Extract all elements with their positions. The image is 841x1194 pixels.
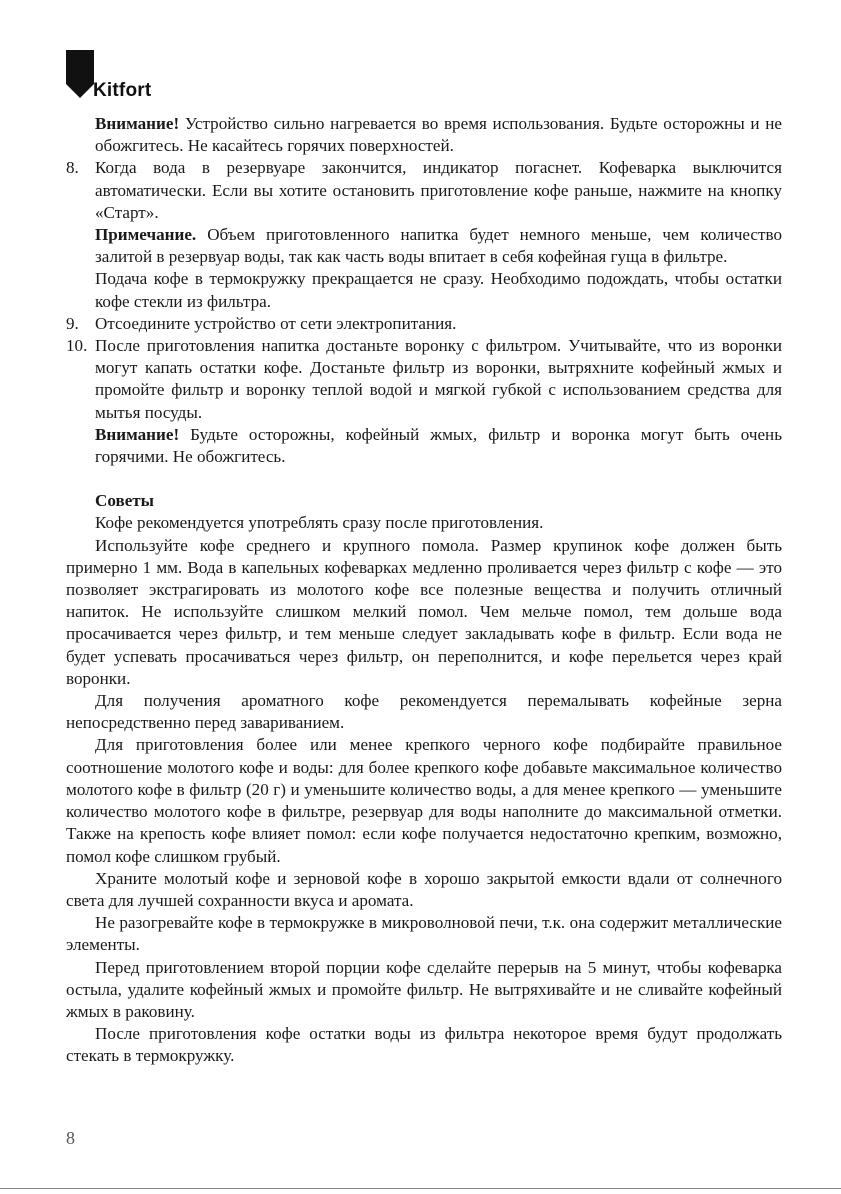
document-body: [66, 113, 782, 1068]
list-item-text: Когда вода в резервуаре закончится, индикатор погаснет. Кофеварка выключится автоматически. Если вы хотите остановить приготовление кофе раньше, нажмите на кнопку «Старт».: [95, 158, 782, 222]
warning-text: Будьте осторожны, кофейный жмых, фильтр и воронка могут быть очень горячими. Не обожгитесь.: [95, 424, 782, 467]
tips-paragraph: Перед приготовлением второй порции кофе сделайте перерыв на 5 минут, чтобы кофеварка остыла, удалите кофейный жмых и промойте фильтр. Не вытряхивайте и не сливайте кофейный жмых в раковину.: [66, 957, 782, 1021]
warning-label: Внимание!: [95, 424, 180, 444]
tips-paragraph: Используйте кофе среднего и крупного помола. Размер крупинок кофе должен быть примерно 1 мм. Вода в капельных кофеварках медленно проливается через фильтр с кофе — это позволяет экстрагировать из молотого кофе все полезные вещества и получить отличный напиток. Не используйте слишком мелкий помол. Чем мельче помол, тем дольше вода просачивается через фильтр, и тем меньше следует закладывать кофе в фильтр. Если вода не будет успевать просачиваться через фильтр, он переполнится, и кофе перельется через край воронки.: [66, 535, 782, 688]
note-paragraph: [66, 224, 782, 268]
list-item-text: Отсоедините устройство от сети электропитания.: [95, 313, 457, 333]
tips-paragraph: Для приготовления более или менее крепкого черного кофе подбирайте правильное соотношение молотого кофе и воды: для более крепкого кофе добавьте максимальное количество молотого кофе в фильтр (20 г) и уменьшите количество воды, а для менее крепкого — уменьшите количество молотого кофе в фильтре, резервуар для воды наполните до максимальной отметки. Также на крепость кофе влияет помол: если кофе получается недостаточно крепким, возможно, помол кофе слишком грубый.: [66, 735, 782, 866]
note-paragraph-2: Подача кофе в термокружку прекращается не сразу. Необходимо подождать, чтобы остатки кофе стекли из фильтра.: [95, 269, 782, 311]
warning-label: Внимание!: [95, 114, 180, 133]
tips-paragraph: Для получения ароматного кофе рекомендуется перемалывать кофейные зерна непосредственно перед завариванием.: [66, 691, 782, 733]
list-item: [66, 157, 782, 224]
page-number: 8: [66, 1128, 75, 1148]
tips-paragraph: Не разогревайте кофе в термокружке в микроволновой печи, т.к. она содержит металлические элементы.: [66, 913, 782, 955]
tips-paragraph: Кофе рекомендуется употреблять сразу после приготовления.: [95, 513, 544, 533]
warning-text: Устройство сильно нагревается во время использования. Будьте осторожны и не обожгитесь. Не касайтесь горячих поверхностей.: [95, 114, 782, 156]
warning-paragraph: [66, 113, 782, 157]
list-item-number: 10.: [66, 336, 88, 356]
brand-logo: [66, 50, 186, 106]
list-item-text: После приготовления напитка достаньте воронку с фильтром. Учитывайте, что из воронки могут капать остатки кофе. Достаньте фильтр из воронки, вытряхните кофейный жмых и промойте фильтр и воронку теплой водой и мягкой губкой с использованием средства для мытья посуды.: [95, 336, 782, 422]
logo-mark-icon: [66, 50, 94, 98]
note-text: Объем приготовленного напитка будет немного меньше, чем количество залитой в резервуар воды, так как часть воды впитает в себя кофейная гуща в фильтре.: [95, 225, 782, 267]
warning-paragraph: [66, 424, 782, 468]
list-item: [66, 313, 782, 335]
list-item-number: 8.: [66, 158, 79, 178]
brand-name: Kitfort: [93, 80, 152, 101]
list-item-number: 9.: [66, 313, 79, 333]
section-spacer: [66, 468, 782, 490]
list-item: [66, 335, 782, 424]
note-label: Примечание.: [95, 225, 197, 245]
tips-paragraph: После приготовления кофе остатки воды из фильтра некоторое время будут продолжать стекать в термокружку.: [66, 1024, 782, 1066]
page-bottom-rule: [0, 1188, 841, 1189]
section-heading: Советы: [95, 491, 155, 511]
tips-paragraph: Храните молотый кофе и зерновой кофе в хорошо закрытой емкости вдали от солнечного света для лучшей сохранности вкуса и аромата.: [66, 868, 782, 910]
